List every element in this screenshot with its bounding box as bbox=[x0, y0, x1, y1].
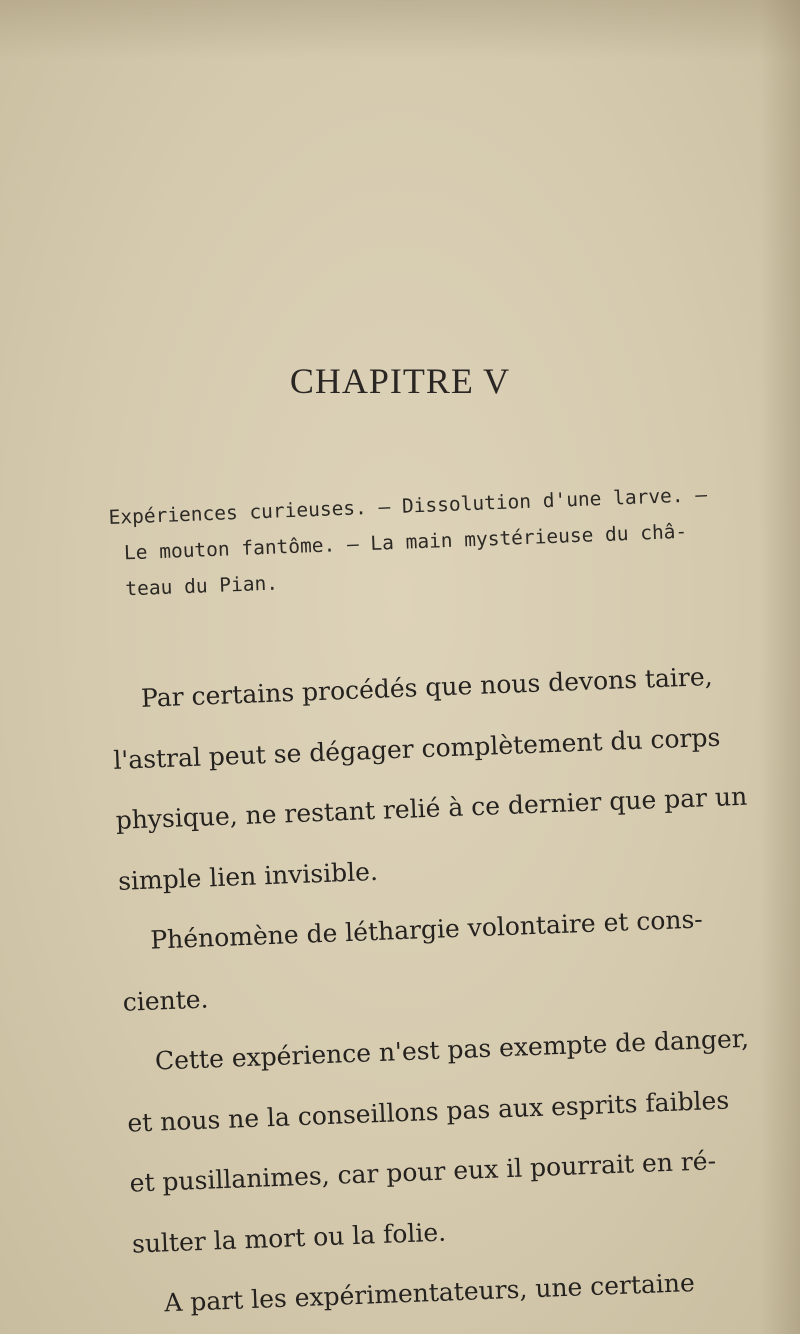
summary-line: teau du Pian. bbox=[124, 571, 279, 601]
chapter-title: CHAPITRE V bbox=[289, 361, 511, 401]
body-line: physique, ne restant relié à ce dernier que par un bbox=[115, 781, 748, 835]
body-line: simple lien invisible. bbox=[117, 856, 379, 896]
summary-line: Le mouton fantôme. – La main mystérieuse du châ- bbox=[123, 519, 688, 565]
body-line: ciente. bbox=[122, 983, 209, 1017]
body-line: l'astral peut se dégager complètement du corps bbox=[112, 722, 721, 775]
summary-line: Expériences curieuses. – Dissolution d'une larve. – bbox=[108, 483, 708, 529]
body-line: Par certains procédés que nous devons taire, bbox=[140, 661, 714, 713]
body-line: Phénomène de léthargie volontaire et cons- bbox=[149, 904, 704, 955]
body-line: et pusillanimes, car pour eux il pourrait en ré- bbox=[129, 1146, 717, 1198]
chapter-summary bbox=[108, 477, 712, 608]
body-line: et nous ne la conseillons pas aux esprits faibles bbox=[126, 1085, 730, 1138]
body-line: sulter la mort ou la folie. bbox=[131, 1217, 447, 1259]
body-line: Cette expérience n'est pas exempte de danger, bbox=[154, 1023, 750, 1076]
body-text bbox=[110, 646, 755, 1334]
body-line: A part les expérimentateurs, une certaine bbox=[163, 1268, 696, 1318]
